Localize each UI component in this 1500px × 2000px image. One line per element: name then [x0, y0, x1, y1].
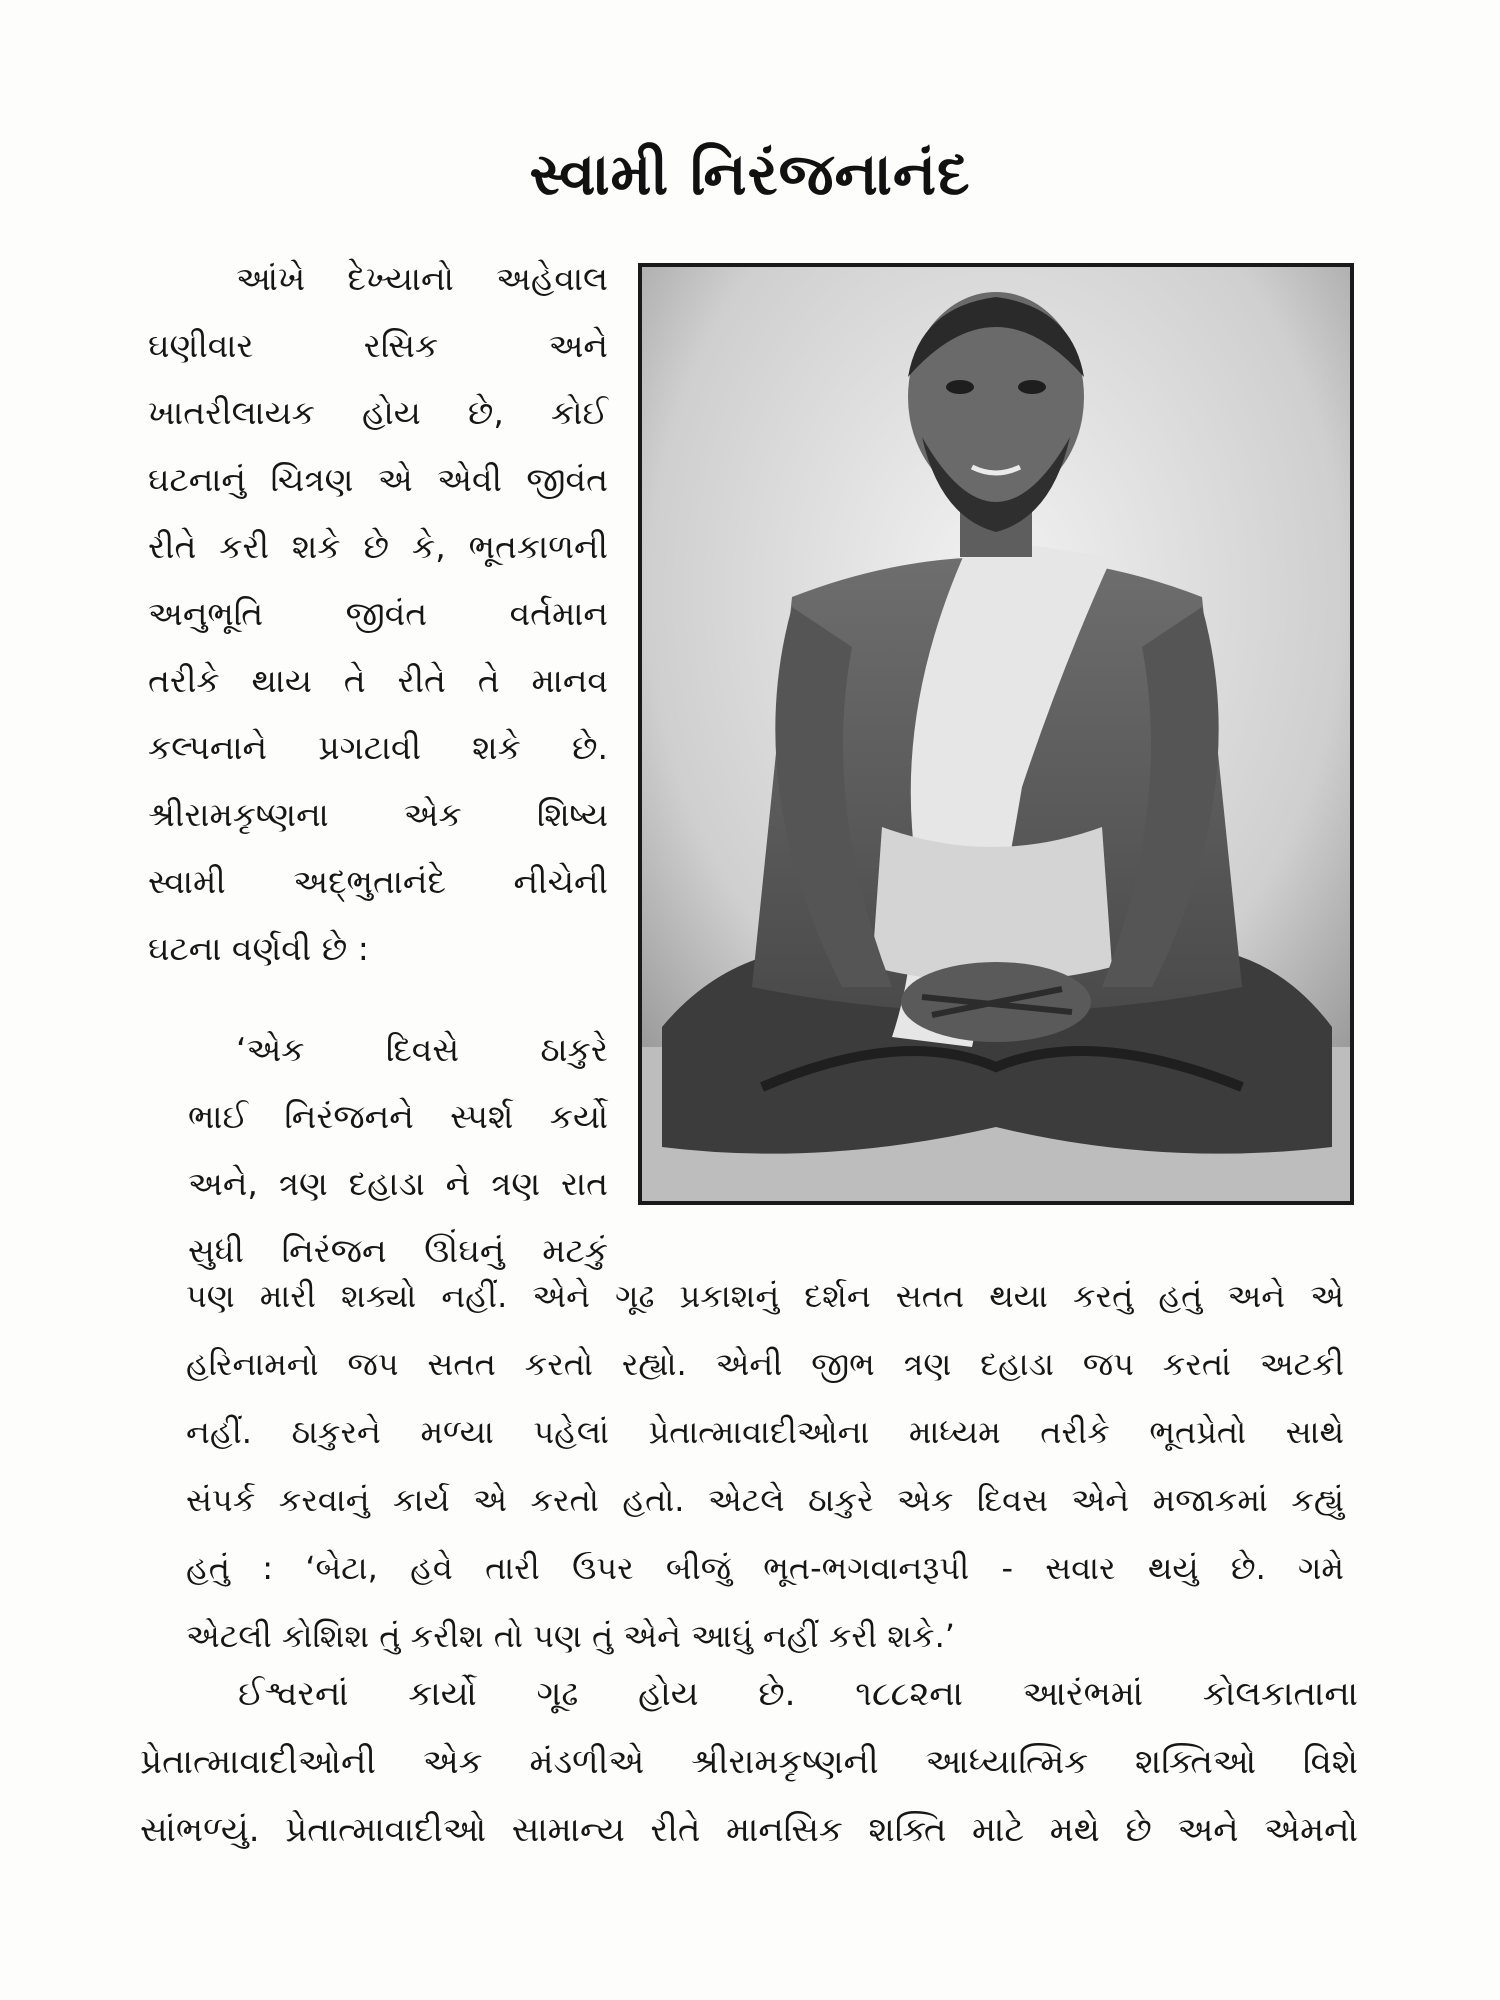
text-line: આંખે દેખ્યાનો અહેવાલ: [236, 259, 608, 298]
text-line: કલ્પનાને પ્રગટાવી શકે છે.: [148, 728, 608, 767]
quote-line: અને, ત્રણ દહાડા ને ત્રણ રાત: [188, 1164, 608, 1203]
portrait-illustration: [642, 267, 1350, 1201]
quote-continued: [186, 1262, 1344, 1670]
text-line: ખાતરીલાયક હોય છે, કોઈ: [148, 393, 608, 432]
text-line: અનુભૂતિ જીવંત વર્તમાન: [148, 594, 608, 633]
quote-line: ‘એક દિવસે ઠાકુરે: [236, 1030, 608, 1069]
text-line: શ્રીરામકૃષ્ણના એક શિષ્ય: [148, 795, 608, 834]
text-line: ઈશ્વરનાં કાર્યો ગૂઢ હોય છે. ૧૮૮૨ના આરંભમાં કોલકાતાના: [238, 1674, 1358, 1714]
quote-line: ભાઈ નિરંજનને સ્પર્શ કર્યો: [188, 1097, 608, 1136]
page-title: સ્વામી નિરંજનાનંદ: [529, 140, 971, 208]
quote-line: હતું : ‘બેટા, હવે તારી ઉપર બીજું ભૂત-ભગવાનરૂપી - સવાર થયું છે. ગમે: [186, 1549, 1344, 1587]
text-line: તરીકે થાય તે રીતે તે માનવ: [148, 661, 608, 700]
portrait-photo: [638, 263, 1354, 1205]
text-line: સ્વામી અદ્‌ભુતાનંદે નીચેની: [148, 862, 608, 901]
quote-line: નહીં. ઠાકુરને મળ્યા પહેલાં પ્રેતાત્માવાદીઓના માધ્યમ તરીકે ભૂતપ્રેતો સાથે: [186, 1413, 1344, 1451]
text-line: પ્રેતાત્માવાદીઓની એક મંડળીએ શ્રીરામકૃષ્ણની આધ્યાત્મિક શક્તિઓ વિશે: [140, 1742, 1358, 1782]
text-line: સાંભળ્યું. પ્રેતાત્માવાદીઓ સામાન્ય રીતે માનસિક શક્તિ માટે મથે છે અને એમનો: [140, 1810, 1358, 1850]
quote-line: પણ મારી શક્યો નહીં. એને ગૂઢ પ્રકાશનું દર્શન સતત થયા કરતું હતું અને એ: [186, 1277, 1344, 1315]
left-column-text: [148, 245, 608, 1284]
text-line: ઘટનાનું ચિત્રણ એ એવી જીવંત: [148, 460, 608, 499]
quote-line: એટલી કોશિશ તું કરીશ તો પણ તું એને આઘું નહીં કરી શકે.’: [186, 1617, 955, 1655]
text-line: રીતે કરી શકે છે કે, ભૂતકાળની: [148, 527, 608, 566]
paragraph-2: [140, 1660, 1358, 1864]
quote-line: સુધી નિરંજન ઊંઘનું મટકું: [188, 1231, 608, 1270]
text-line: ઘણીવાર રસિક અને: [148, 326, 608, 365]
quote-line: સંપર્ક કરવાનું કાર્ય એ કરતો હતો. એટલે ઠાકુરે એક દિવસ એને મજાકમાં કહ્યું: [186, 1481, 1344, 1519]
quote-line: હરિનામનો જપ સતત કરતો રહ્યો. એની જીભ ત્રણ દહાડા જપ કરતાં અટકી: [186, 1345, 1344, 1383]
text-line: ઘટના વર્ણવી છે :: [148, 929, 369, 968]
